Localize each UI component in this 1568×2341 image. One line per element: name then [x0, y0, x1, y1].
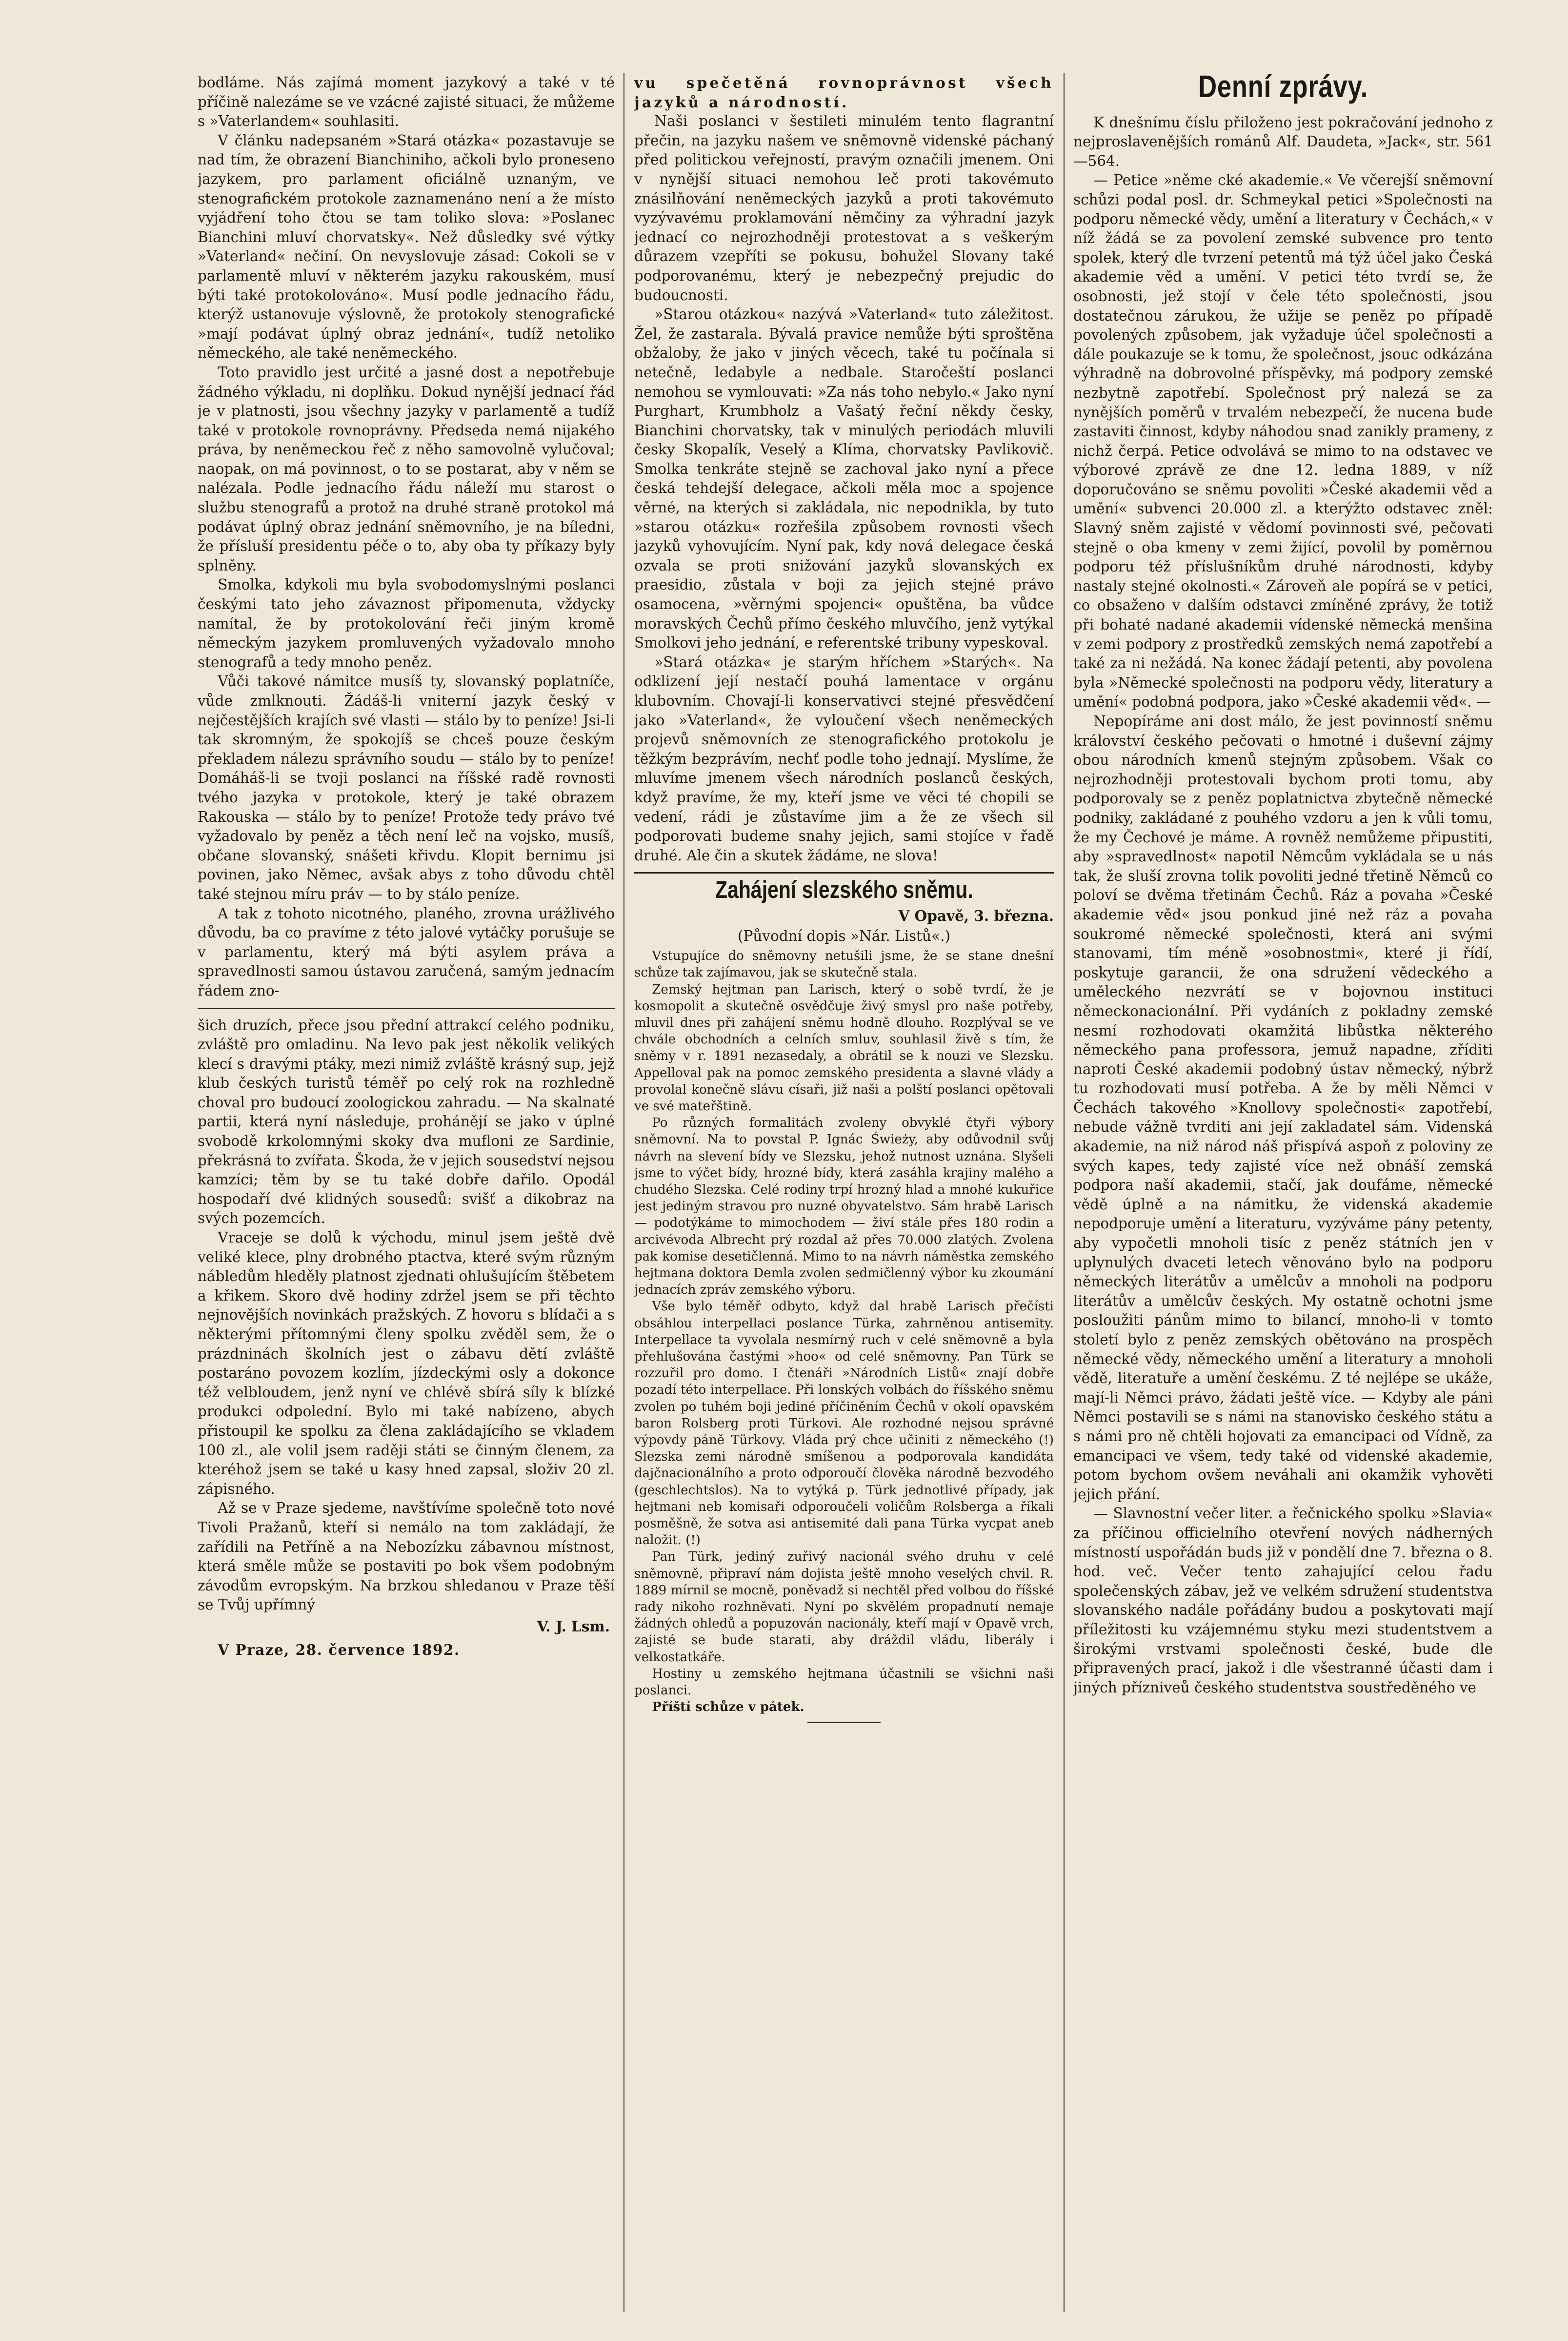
paragraph: Pan Türk, jediný zuřivý nacionál svého druhu v celé sněmovně, připraví nám dojista ještě mnoho veselých chvil. R. 1889 mírnil se mocně, poněvadž si nechtěl před volbou do říšské rady nikoho rozhněvati. Nyní po skvělém propadnutí nemaje žádných ohledů a popuzován nacionály, kteří mají v Opavě vrch, zajisté se bude starati, aby dráždil vládu, liberály i velkostatkáře.: [634, 1549, 1054, 1665]
column-right: [1073, 73, 1493, 2312]
paragraph: Vstupujíce do sněmovny netušili jsme, že se stane dnešní schůze tak zajímavou, jak se skutečně stala.: [634, 949, 1054, 980]
paragraph: vu spečetěná rovnoprávnost všech jazyků a národností.: [634, 74, 1054, 111]
paragraph: V článku nadepsaném »Stará otázka« pozastavuje se nad tím, že obrazení Bianchiniho, ačkoli bylo proneseno jazykem, pro parlament oficiálně uznaným, ve stenografickém protokole zaznamenáno není a že místo vyjádření toho čtou se tam toliko slova: »Poslanec Bianchini mluví chorvatsky«. Než důsledky své výtky »Vaterland« nečiní. On nevyslovuje zásad: Cokoli se v parlamentě mluví v některém jazyku rakouském, musí býti také protokolováno«. Musí podle jednacího řádu, kterýž ustanovuje výslovně, že protokoly stenografické »mají podávat úplný obraz jednání«, tudíž netoliko německého, ale také neněmeckého.: [198, 132, 615, 362]
paragraph: »Starou otázkou« nazývá »Vaterland« tuto záležitost. Žel, že zastarala. Bývalá pravice nemůže býti sproštěna obžaloby, že jako v jiných věcech, také tu počínala si netečně, ledabyle a nedbale. Staročeští poslanci nemohou se vymlouvati: »Za nás toho nebylo.« Jako nyní Purghart, Krumbholz a Vašatý řeční někdy česky, Bianchini chorvatsky, tak v minulých periodách mluvili česky Skopalík, Veselý a Klíma, chorvatsky Pavlikovič. Smolka tenkráte stejně se zachoval jako nyní a přece česká tehdejší delegace, ačkoli měla moc a spojence věrné, na kterých si zakládala, nic nepodnikla, by tuto »starou otázku« rozřešila způsobem rovnosti všech jazyků vyhovujícím. Nyní pak, kdy nová delegace česká ozvala se proti snižování jazyků slovanských ex praesidio, zůstala v boji za jejich stejné právo osamocena, »věrnými spojenci« opuštěna, ba vůdce moravských Čechů přímo českého mluvčího, jenž vytýkal Smolkovi jeho jednání, e referentské tribuny vypeskoval.: [634, 306, 1054, 651]
paragraph: — Petice »něme cké akademie.« Ve včerejší sněmovní schůzi podal posl. dr. Schmeykal petici »Společnosti na podporu německé vědy, umění a literatury v Čechách,« v níž žádá se za povolení zemské subvence pro tento spolek, který dle tvrzení petentů má týž účel jako Česká akademie věd a umění. V petici této tvrdí se, že osobnosti, jež stojí v čele této společnosti, jsou dostatečnou zárukou, že užije se peněz po případě povolených způsobem, jak vyžaduje účel společnosti a dále poukazuje se k tomu, že společnost, jsouc odkázána výhradně na dobrovolné příspěvky, má podpory zemské nezbytně zapotřebí. Společnost prý nalezá se za nynějších poměrů v trvalém nebezpečí, že nucena bude zastaviti činnost, kdyby náhodou snad zanikly prameny, z nichž čerpá. Petice odvolává se mimo to na odstavec ve výborové zprávě ze dne 12. ledna 1889, v níž doporučováno se sněmu povoliti »České akademii věd a umění« subvenci 20.000 zl. a kterýžto odstavec zněl: Slavný sněm zajisté v vědomí povinnosti své, pečovati stejně o oba kmeny v zemi žijící, povolil by poměrnou podporu též příslušníkům druhé národnosti, kdyby nastaly stejné okolnosti.« Zároveň ale popírá se v petici, co obsaženo v dalším odstavci zmíněné zprávy, že totiž při bohaté nadané akademii vídenské německá menšina v zemi podpory z prostředků zemských nemá zapotřebí a také za ni nežádá. Na konec žádají petenti, aby povolena byla »Německé společnosti na podporu vědy, literatury a umění« podobná podpora, jako »České akademii věd«. —: [1073, 172, 1493, 711]
paragraph: Hostiny u zemského hejtmana účastnili se všichni naši poslanci.: [634, 1666, 1054, 1698]
end-divider: [807, 1722, 881, 1723]
paragraph: »Stará otázka« je starým hříchem »Starých«. Na odklizení její nestačí pouhá lamentace v orgánu klubovním. Chovají-li konservativci stejné přesvědčení jako »Vaterland«, že vyloučení všech neněmeckých projevů sněmovních ze stenografického protokolu je těžkým bezprávím, nechť podle toho jednají. Myslíme, že mluvíme jmenem všech národních poslanců českých, když pravíme, že my, kteří jsme ve věci té chopili se vedení, rádi je zůstavíme jim a že ze všech sil podporovati budeme snahy jejich, sami stojíce v řadě druhé. Ale čin a skutek žádáme, ne slova!: [634, 653, 1054, 864]
paragraph: Toto pravidlo jest určité a jasné dost a nepotřebuje žádného výkladu, ni doplňku. Dokud nynější jednací řád je v platnosti, jsou všechny jazyky v parlamentě a tudíž také v protokole rovnoprávny. Předseda nemá nijakého práva, by neněmeckou řeč z něho samovolně vylučoval; naopak, on má povinnost, o to se postarat, aby v něm se nalézala. Podle jednacího řádu náleží mu starost o službu stenografů a protož na druhé straně protokol má podávat úplný obraz jednání sněmovního, je na bíledni, že přísluší presidentu péče o to, aby oba ty příkazy byly splněny.: [198, 364, 615, 574]
paragraph: Po různých formalitách zvoleny obvyklé čtyři výbory sněmovní. Na to povstal P. Ignác Świeży, aby odůvodnil svůj návrh na slevení bídy ve Slezsku, jehož nutnost uznána. Slyšeli jsme to výčet bídy, hrozné bídy, která zasáhla krajiny malého a chudého Slezska. Celé rodiny trpí hrozný hlad a mnohé kukuřice jest jediným stravou pro nuzné obyvatelstvo. Sám hrabě Larisch — podotýkáme to mimochodem — živí stále přes 180 rodin a arcivévoda Albrecht prý rozdal až přes 70.000 zlatých. Zvolena pak komise desetičlenná. Mimo to na návrh náměstka zemského hejtmana doktora Demla zvolen sedmičlenný výbor ku zkoumání jednacích zpráv zemského výboru.: [634, 1116, 1054, 1298]
paragraph: A tak z tohoto nicotného, planého, zrovna urážlivého důvodu, ba co pravíme z této jalové vytáčky porušuje se v parlamentu, který má býti asylem práva a spravedlnosti samou ústavou zaručená, samým jednacím řádem zno-: [198, 905, 615, 999]
article-heading: [634, 876, 1054, 904]
section-masthead-text: Denní zprávy.: [1198, 73, 1368, 104]
paragraph: Příští schůze v pátek.: [652, 1700, 804, 1715]
paragraph: K dnešnímu číslu přiloženo jest pokračování jednoho z nejproslavenějších románů Alf. Daudeta, »Jack«, str. 561—564.: [1073, 114, 1493, 169]
section-divider: [634, 872, 1054, 874]
paragraph: Smolka, kdykoli mu byla svobodomyslnými poslanci českými tato jeho závaznost připomenuta, vždycky namítal, že by protokolování řeči jiným kromě německým jazykem promluvených vyžadovalo mnoho stenografů a tedy mnoho peněz.: [198, 576, 615, 671]
article-heading-text: Zahájení slezského sněmu.: [715, 876, 973, 904]
article-source: (Původní dopis »Nár. Listů«.): [738, 927, 950, 944]
paragraph: bodláme. Nás zajímá moment jazykový a také v té příčině nalezáme se ve vzácné zajisté situaci, že můžeme s »Vaterlandem« souhlasiti.: [198, 74, 615, 130]
dateline: V Praze, 28. července 1892.: [218, 1641, 460, 1658]
paragraph: Vše bylo téměř odbyto, když dal hrabě Larisch přečísti obsáhlou interpellaci poslance Türka, zahrněnou antisemity. Interpellace ta vyvolala nesmírný ruch v celé sněmovně a byla přehlušována častými »hoo« od celé sněmovny. Pan Türk se rozzuřil pro domo. I čtenáři »Národních Listů« znají dobře pozadí této interpellace. Při lonských volbách do říšského sněmu zvolen po tuhém boji jediné příčiněním Čechů v okolí opavském baron Rolsberg proti Türkovi. Ale rozhodné nejsou správné výpovdy páně Türkovy. Vláda prý chce učiniti z německého (!) Slezska zemi národně smíšenou a podporovala kandidáta dajčnacionálního a proto odporoučí člověka národně bezvodého (geschlechtslos). Na to vytýká p. Türk jednotlivé případy, jak hejtmani neb komisaři odporoučeli voličům Rolsberga a říkali posměšně, že sotva asi antisemité dali pana Türka vycpat aneb naložit. (!): [634, 1299, 1054, 1548]
section-divider: [198, 1008, 615, 1009]
article-place-date: V Opavě, 3. března.: [898, 907, 1054, 924]
paragraph: Vůči takové námitce musíš ty, slovanský poplatníče, vůde zmlknouti. Žádáš-li vniterní jazyk český v nejčestějších krajích své vlasti — stálo by to peníze! Jsi-li tak skromným, že spokojíš se chceš pouze českým překladem nálezu správního soudu — stálo by to peníze! Domáháš-li se tvoji poslanci na říšské radě rovnosti tvého jazyka v protokole, který je také obrazem Rakouska — stálo by to peníze! Protože tedy právo tvé vyžadovalo by peněz a těch není leč na vojsko, musíš, občane slovanský, snášeti křivdu. Klopit bernimu jsi povinen, jako Němec, avšak abys z toho důvodu chtěl také stejnou míru práv — to by stálo peníze.: [198, 673, 615, 902]
column-divider: [1064, 73, 1065, 2312]
feuilleton-paragraph: šich druzích, přece jsou přední attrakcí celého podniku, zvláště pro omladinu. Na levo pak jest několik velikých klecí s dravými ptáky, mezi nimiž zvláště krásný sup, jejž klub českých turistů téměř po celý rok na rozhledně choval pro budoucí zoologickou zahradu. — Na skalnaté partii, která nyní následuje, prohánějí se jako v úplné svobodě krkolomnými skoky dva mufloni ze Sardinie, překrásná to zvířata. Škoda, že v jejich sousedství nejsou kamzíci; těm by se tu také dobře dařilo. Opodál hospodaří dvé klidných sousedů: svišť a dikobraz na svých pozemcích.: [198, 1017, 615, 1227]
column-divider: [623, 73, 624, 2312]
paragraph: — Slavnostní večer liter. a řečnického spolku »Slavia« za příčinou officielního otevření nových nádherných místností uspořádán buds již v pondělí dne 7. března o 8. hod. več. Večer tento zahajující celou řadu společenských zábav, jež ve velkém sdružení studentstva slovanského nadále pořádány budou a poskytovati mají příležitosti ku vzájemnému styku mezi studentstvem a širokými vrstvami společnosti české, bude dle připravených prací, jakož i dle všestranné účasti dam i jiných přízniveů českého studentstva soustředěného ve: [1073, 1505, 1493, 1696]
column-middle: [634, 73, 1054, 2312]
feuilleton-paragraph: Vraceje se dolů k východu, minul jsem ještě dvě veliké klece, plny drobného ptactva, které svým různým nábledům hleděly platnost zjednati ohlušujícím štěbetem a křikem. Skoro dvě hodiny zdržel jsem se při těchto nejnovějších novinkách pražských. Z hovoru s blídači a s některými přítomnými členy spolku zvěděl sem, že o prázdninách školních jest o zábavu dětí zvláště postaráno povozem kozlím, jízdeckými osly a dokonce též velbloudem, jenž nyní ve chlévě sbírá síly k blízké produkci odpolední. Bylo mi také nabízeno, abych přistoupil ke spolku za člena zakládajícího se vkladem 100 zl., ale volil jsem raději státi se činným členem, za kteréhož jsem se také u kasy hned zapsal, složiv 20 zl. zápisného.: [198, 1229, 615, 1497]
paragraph: Naši poslanci v šestileti minulém tento flagrantní přečin, na jazyku našem ve sněmovně videnské páchaný před politickou veřejností, pravým označili jmenem. Oni v nynější situaci nemohou leč proti takovémuto znásilňování neněmeckých jazyků a proti takovémuto vyzývavému proklamování němčiny za výhradní jazyk jednací co nejrozhodněji protestovat a s veškerým důrazem vzepříti se pokusu, bohužel Slovany také podporovanému, který je nebezpečný prejudic do budoucnosti.: [634, 113, 1054, 304]
feuilleton-paragraph: Až se v Praze sjedeme, navštívíme společně toto nové Tivoli Pražanů, kteří si nemálo na tom zakládají, že zařídili na Petříně a na Nebozízku zábavnou místnost, která směle může se postaviti po bok všem podobným závodům evropským. Na brzkou shledanou v Praze těší se Tvůj upřímný: [198, 1500, 615, 1613]
section-masthead: [1073, 73, 1493, 104]
paragraph: Nepopíráme ani dost málo, že jest povinností sněmu království českého pečovati o hmotné i duševní zájmy obou národních kmenů stejným způsobem. Však co nejrozhodněji protestovali bychom proti tomu, aby podporovaly se z peněz poplatnictva zbytečně německé podniky, zakládané z pouhého vzdoru a jen k vůli tomu, že my Čechové je máme. A rovněž nemůžeme připustiti, aby »spravedlnost« napotil Němcům vykládala se u nás tak, že sluší zrovna tolik povoliti jedné třetině Němců co poloví se dvěma třetinám Čechů. Ráz a povaha »České akademie věd« jsou ponkud jiné než ráz a povaha soukromé německé společnosti, která ani svými stanovami, tím méně »osobnostmi«, které ji řídí, poskytuje garancii, že ona sdružení vědeckého a uměleckého nezvrátí se v bojovnou instituci německonacionální. Při vydáních z pokladny zemské nesmí rozhodovati okamžitá libůstka některého německého pana professora, jemuž napadne, zříditi naproti České akademii podobný ústav německý, nýbrž tu rozhodovati musí potřeba. A že by měli Němci v Čechách takového »Knollovy společnosti« zapotřebí, nebude vážně tvrditi ani její zakladatel sám. Videnská akademie, na niž národ náš přispívá aspoň z poloviny ze svých kapes, tedy zajisté více než obnáší zemská podpora naší akademii, stačí, jak doufáme, německé vědě úplně a na námitku, že videnská akademie nepodporuje umění a literaturu, vyzýváme pány petenty, aby vypočetli mnoholi tisíc z peněz státních jen v uplynulých dvaceti letech věnováno bylo na podporu německých literátův a umělcův a mnoholi na podporu literátův a umělcův českých. My ostatně ochotni jsme posloužiti pánům mimo to bilancí, mnoho-li v tomto století bylo z peněz zemských obětováno na prospěch německé vědy, německého umění a literatury a mnoholi vědě, literatuře a umění českému. Z té nejlépe se ukáže, mají-li Němci právo, žádati ještě více. — Kdyby ale páni Němci postavili se s námi na stanovisko českého státu a s námi pro ně chtěli hojovati za emancipaci od Vídně, za emancipaci ve všem, tedy také od videnské akademie, potom bychom ovšem neváhali ani okamžik vyhověti jejich přání.: [1073, 713, 1493, 1503]
paragraph: Zemský hejtman pan Larisch, který o sobě tvrdí, že je kosmopolit a skutečně osvědčuje živý smysl pro naše potřeby, mluvil dnes při zahájení sněmu hodně dlouho. Rozplýval se ve chvále obchodních a celních smluv, souhlasil živě s tím, že sněmy v r. 1891 nezasedaly, a obrátil se k nouzi ve Slezsku. Appelloval pak na pomoc zemského presidenta a slavné vlády a provolal konečně slávu císaři, již naši a polští poslanci opětovali ve své mateřštině.: [634, 982, 1054, 1114]
column-left: [198, 73, 615, 2312]
article-body: [634, 948, 1054, 1715]
author-signature: V. J. Lsm.: [537, 1617, 610, 1635]
